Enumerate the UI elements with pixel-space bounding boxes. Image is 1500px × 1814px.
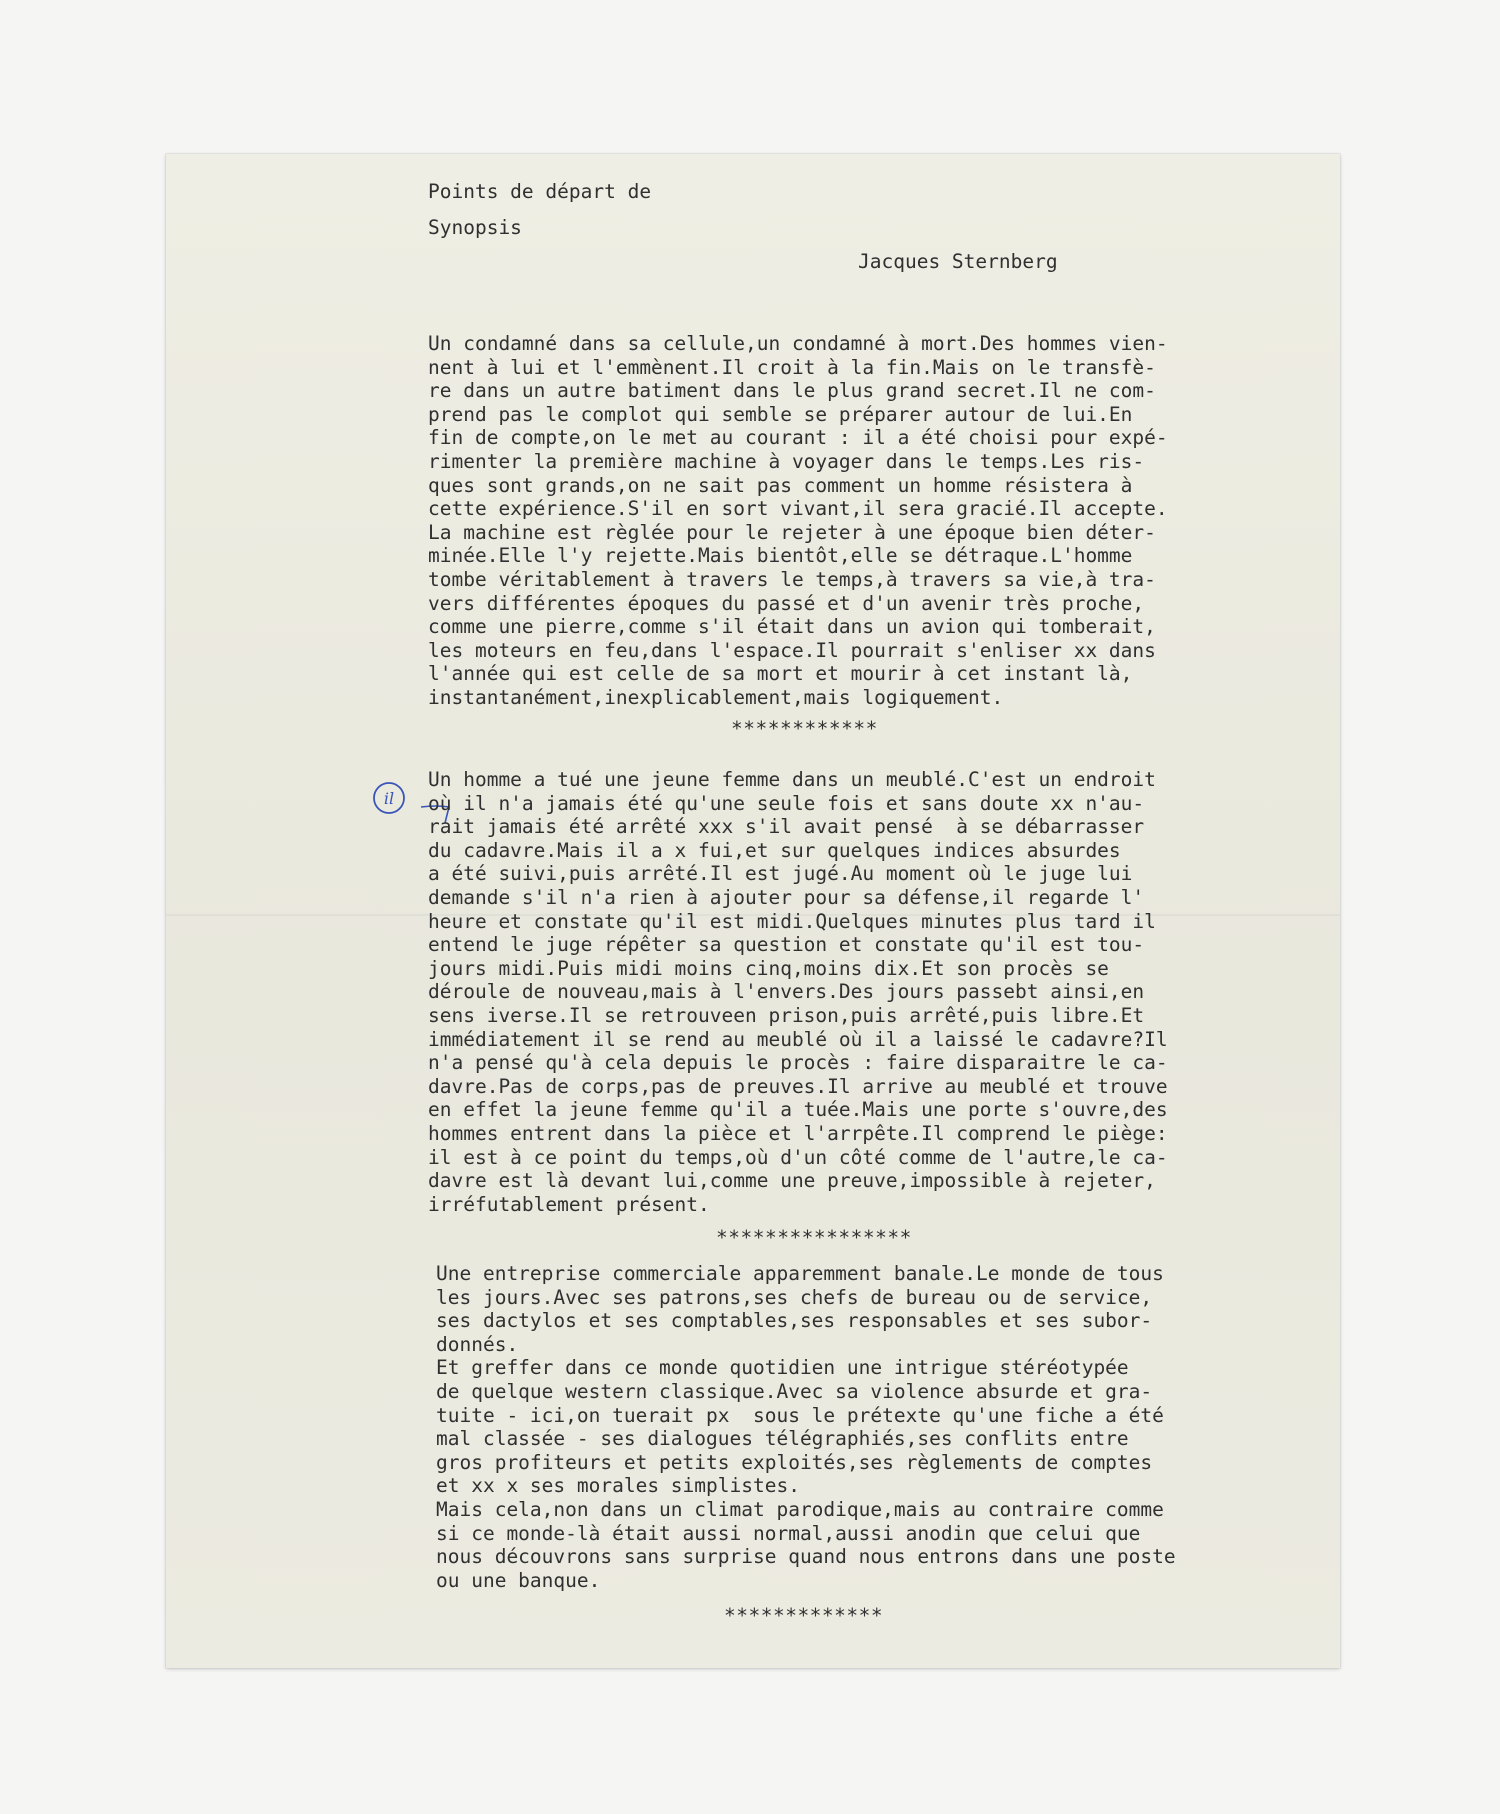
text-line: déroule de nouveau,mais à l'envers.Des jours passebt ainsi,en (428, 980, 1145, 1004)
text-line: Et greffer dans ce monde quotidien une intrigue stéréotypée (436, 1356, 1129, 1380)
text-line: ques sont grands,on ne sait pas comment un homme résistera à (428, 473, 1133, 497)
separator-stars: ************ (731, 717, 878, 740)
text-line: instantanément,inexplicablement,mais logiquement. (428, 685, 1004, 709)
text-line: nous découvrons sans surprise quand nous entrons dans une poste (436, 1545, 1176, 1569)
author-name: Jacques Sternberg (858, 250, 1058, 273)
document-title-line-1: Points de départ de (428, 180, 652, 203)
text-line: hommes entrent dans la pièce et l'arrpête.Il comprend le piège: (428, 1121, 1168, 1145)
paragraph-murder-trial (428, 768, 1328, 1216)
text-line: re dans un autre batiment dans le plus grand secret.Il ne com- (428, 379, 1156, 403)
text-line: gros profiteurs et petits exploités,ses règlements de comptes (436, 1450, 1153, 1474)
text-line: vers différentes époques du passé et d'un avenir très proche, (428, 591, 1145, 615)
text-line: La machine est règlée pour le rejeter à une époque bien déter- (428, 520, 1156, 544)
text-line: il est à ce point du temps,où d'un côté comme de l'autre,le ca- (428, 1145, 1168, 1169)
annotation-text: il (383, 789, 395, 808)
text-line: tombe véritablement à travers le temps,à travers sa vie,à tra- (428, 567, 1156, 591)
text-line: du cadavre.Mais il a x fui,et sur quelques indices absurdes (428, 838, 1121, 862)
text-line: Un condamné dans sa cellule,un condamné à mort.Des hommes vien- (428, 332, 1168, 355)
text-line: en effet la jeune femme qu'il a tuée.Mais une porte s'ouvre,des (428, 1098, 1168, 1122)
text-line: entend le juge répêter sa question et constate qu'il est tou- (428, 933, 1145, 957)
text-line: si ce monde-là était aussi normal,aussi anodin que celui que (436, 1521, 1141, 1545)
text-line: fin de compte,on le met au courant : il a été choisi pour expé- (428, 426, 1168, 450)
text-line: ses dactylos et ses comptables,ses responsables et ses subor- (436, 1309, 1153, 1333)
text-line: comme une pierre,comme s'il était dans un avion qui tomberait, (428, 615, 1156, 639)
handwritten-annotation-icon (371, 780, 407, 816)
text-line: irréfutablement présent. (428, 1192, 710, 1216)
text-line: ou une banque. (436, 1568, 601, 1592)
text-line: rimenter la première machine à voyager dans le temps.Les ris- (428, 449, 1145, 473)
text-line: immédiatement il se rend au meublé où il a laissé le cadavre?Il (428, 1027, 1168, 1051)
paragraph-time-machine (428, 332, 1328, 710)
text-line: les jours.Avec ses patrons,ses chefs de bureau ou de service, (436, 1285, 1153, 1309)
text-line: cette expérience.S'il en sort vivant,il sera gracié.Il accepte. (428, 497, 1168, 521)
document-title-line-2: Synopsis (428, 216, 522, 239)
text-line: Mais cela,non dans un climat parodique,mais au contraire comme (436, 1497, 1164, 1521)
text-line: davre est là devant lui,comme une preuve,impossible à rejeter, (428, 1169, 1156, 1193)
typewritten-page (166, 154, 1340, 1668)
text-line: Un homme a tué une jeune femme dans un meublé.C'est un endroit (428, 768, 1156, 791)
text-line: prend pas le complot qui semble se préparer autour de lui.En (428, 402, 1133, 426)
text-line: n'a pensé qu'à cela depuis le procès : faire disparaitre le ca- (428, 1051, 1168, 1075)
separator-stars: ************* (724, 1604, 884, 1627)
text-line: sens iverse.Il se retrouveen prison,puis arrêté,puis libre.Et (428, 1003, 1145, 1027)
text-line: tuite - ici,on tuerait px sous le prétexte qu'une fiche a été (436, 1403, 1164, 1427)
text-line: où il n'a jamais été qu'une seule fois et sans doute xx n'au- (428, 791, 1145, 815)
text-line: davre.Pas de corps,pas de preuves.Il arrive au meublé et trouve (428, 1074, 1168, 1098)
text-line: l'année qui est celle de sa mort et mourir à cet instant là, (428, 662, 1133, 686)
text-line: heure et constate qu'il est midi.Quelques minutes plus tard il (428, 909, 1156, 933)
separator-stars: **************** (716, 1226, 912, 1249)
text-line: Une entreprise commerciale apparemment banale.Le monde de tous (436, 1262, 1164, 1285)
text-line: nent à lui et l'emmènent.Il croit à la fin.Mais on le transfè- (428, 355, 1156, 379)
text-line: demande s'il n'a rien à ajouter pour sa défense,il regarde l' (428, 885, 1145, 909)
text-line: les moteurs en feu,dans l'espace.Il pourrait s'enliser xx dans (428, 638, 1156, 662)
text-line: jours midi.Puis midi moins cinq,moins dix.Et son procès se (428, 956, 1109, 980)
text-line: et xx x ses morales simplistes. (436, 1474, 800, 1498)
text-line: a été suivi,puis arrêté.Il est jugé.Au moment où le juge lui (428, 862, 1133, 886)
text-line: donnés. (436, 1332, 519, 1356)
text-line: mal classée - ses dialogues télégraphiés,ses conflits entre (436, 1427, 1129, 1451)
text-line: rait jamais été arrêté xxx s'il avait pensé à se débarrasser (428, 815, 1145, 839)
paragraph-western-office (436, 1262, 1336, 1592)
text-line: minée.Elle l'y rejette.Mais bientôt,elle se détraque.L'homme (428, 544, 1133, 568)
text-line: de quelque western classique.Avec sa violence absurde et gra- (436, 1379, 1153, 1403)
